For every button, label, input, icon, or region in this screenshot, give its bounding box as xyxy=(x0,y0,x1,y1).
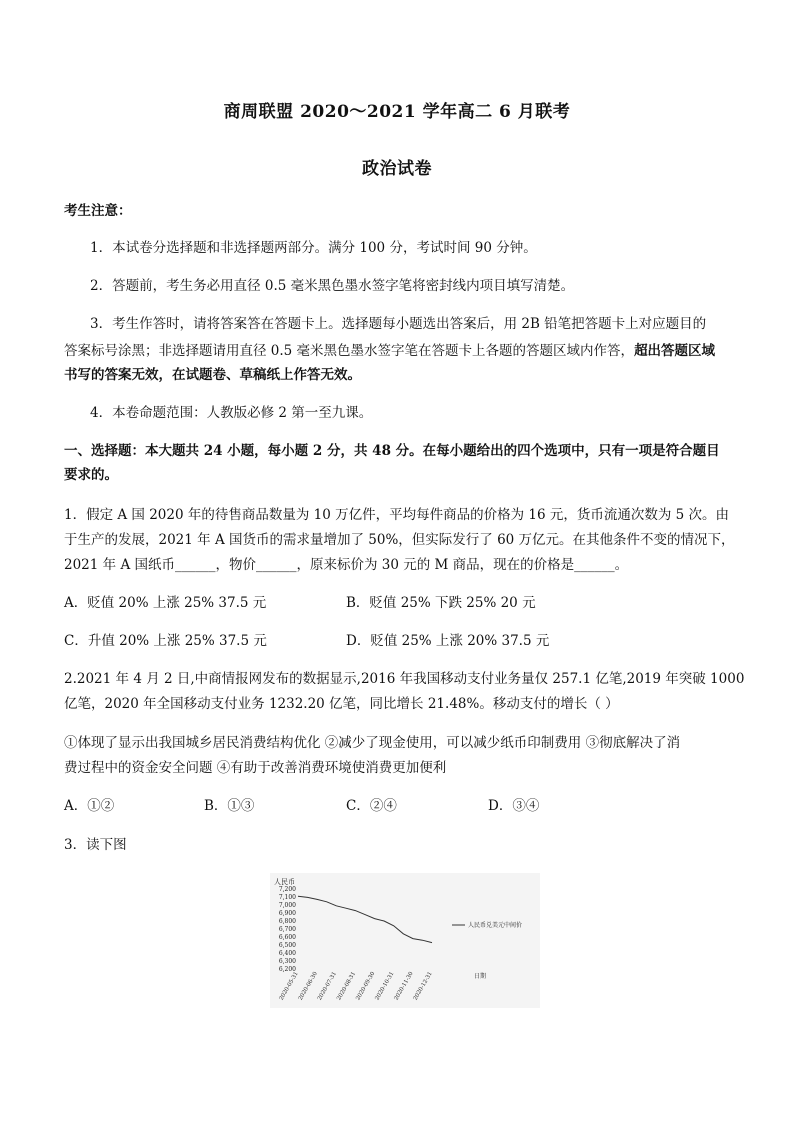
y-tick-label: 6,700 xyxy=(278,926,296,933)
legend-label: 人民币兑美元中间价 xyxy=(468,922,523,929)
exchange-rate-chart xyxy=(270,873,540,1008)
question-2-line-2: 亿笔，2020 年全国移动支付业务 1232.20 亿笔，同比增长 21.48%。移动支付的增长（ ） xyxy=(64,696,619,712)
x-tick-label: 2020-08-31 xyxy=(336,971,358,1002)
question-2-option-b: B．①③ xyxy=(204,798,255,814)
y-tick-label: 6,800 xyxy=(278,918,296,925)
section-heading: 一、选择题：本大题共 24 小题，每小题 2 分，共 48 分。在每小题给出的四个选项中，只有一项是符合题目 xyxy=(64,443,720,459)
exam-subject: 政治试卷 xyxy=(362,159,432,179)
question-1-line-3: 2021 年 A 国纸币______，物价______，原来标价为 30 元的 M 商品，现在的价格是______。 xyxy=(64,557,629,573)
y-tick-label: 6,900 xyxy=(278,910,296,917)
y-tick-label: 6,500 xyxy=(278,942,296,949)
chart-xlabel: 日期 xyxy=(474,973,487,980)
x-tick-label: 2020-12-31 xyxy=(412,971,434,1002)
x-tick-label: 2020-11-30 xyxy=(393,971,415,1002)
y-tick-label: 6,600 xyxy=(278,934,296,941)
x-tick-label: 2020-09-30 xyxy=(355,971,377,1002)
question-2-option-c: C．②④ xyxy=(346,798,397,814)
question-1-line-2: 于生产的发展，2021 年 A 国货币的需求量增加了 50%，但实际发行了 60 万亿元。在其他条件不变的情况下， xyxy=(64,532,735,548)
question-2-line-1: 2.2021 年 4 月 2 日,中商情报网发布的数据显示,2016 年我国移动支付业务量仅 257.1 亿笔,2019 年突破 1000 xyxy=(64,671,745,687)
x-tick-label: 2020-10-31 xyxy=(374,971,396,1002)
chart-ylabel: 人民币 xyxy=(274,878,295,886)
notice-item-2: 2．答题前，考生务必用直径 0.5 毫米黑色墨水签字笔将密封线内项目填写清楚。 xyxy=(90,278,575,294)
y-tick-label: 6,400 xyxy=(278,950,296,957)
question-1-option-d: D．贬值 25% 上涨 20% 37.5 元 xyxy=(346,633,550,649)
x-tick-label: 2020-05-31 xyxy=(278,971,300,1002)
y-tick-label: 6,200 xyxy=(278,966,296,973)
y-tick-label: 7,000 xyxy=(278,902,296,909)
x-tick-label: 2020-06-30 xyxy=(297,971,319,1002)
question-1-option-a: A．贬值 20% 上涨 25% 37.5 元 xyxy=(64,595,267,611)
y-tick-label: 7,100 xyxy=(278,894,296,901)
exam-title: 商周联盟 2020～2021 学年高二 6 月联考 xyxy=(223,102,571,122)
exchange-rate-chart-svg xyxy=(270,873,540,1008)
notice-item-3-cont: 答案标号涂黑；非选择题请用直径 0.5 毫米黑色墨水签字笔在答题卡上各题的答题区域内作答，超出答题区域 xyxy=(64,343,716,359)
question-1-option-b: B．贬值 25% 下跌 25% 20 元 xyxy=(346,595,536,611)
y-tick-label: 7,200 xyxy=(278,886,296,893)
notice-item-4: 4．本卷命题范围：人教版必修 2 第一至九课。 xyxy=(90,405,373,421)
question-1-line-1: 1．假定 A 国 2020 年的待售商品数量为 10 万亿件，平均每件商品的价格为 16 元，货币流通次数为 5 次。由 xyxy=(64,507,730,523)
question-2-option-d: D．③④ xyxy=(488,798,540,814)
notice-item-1: 1．本试卷分选择题和非选择题两部分。满分 100 分，考试时间 90 分钟。 xyxy=(90,240,537,256)
question-2-option-a: A．①② xyxy=(64,798,115,814)
question-1-option-c: C．升值 20% 上涨 25% 37.5 元 xyxy=(64,633,267,649)
notice-item-3-bold: 书写的答案无效，在试题卷、草稿纸上作答无效。 xyxy=(64,367,361,383)
notice-item-3: 3．考生作答时，请将答案答在答题卡上。选择题每小题选出答案后，用 2B 铅笔把答题卡上对应题目的 xyxy=(90,316,707,332)
y-tick-label: 6,300 xyxy=(278,958,296,965)
notice-heading: 考生注意： xyxy=(64,203,132,219)
question-2-statement-1: ①体现了显示出我国城乡居民消费结构优化 ②减少了现金使用，可以减少纸币印制费用 ③彻底解决了消 xyxy=(64,735,681,751)
question-2-statement-2: 费过程中的资金安全问题 ④有助于改善消费环境使消费更加便利 xyxy=(64,760,447,776)
question-3-line: 3．读下图 xyxy=(64,837,127,853)
x-tick-label: 2020-07-31 xyxy=(316,971,339,1002)
section-heading-cont: 要求的。 xyxy=(64,467,118,483)
